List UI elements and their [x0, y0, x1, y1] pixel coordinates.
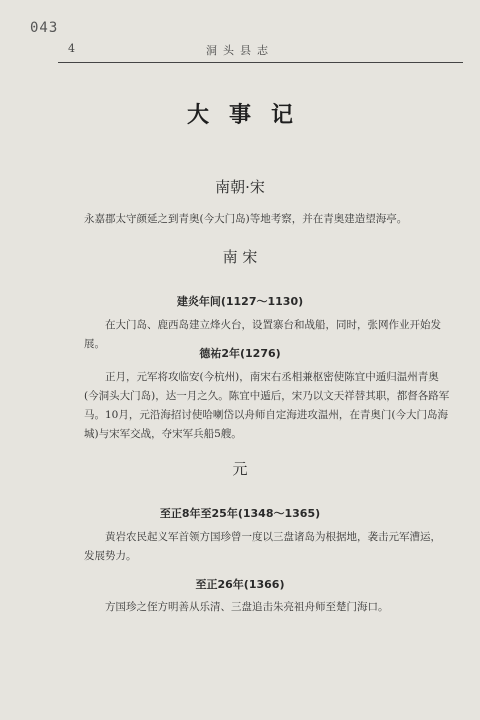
header-rule: [58, 62, 463, 63]
entry-paragraph: 方国珍之侄方明善从乐清、三盘追击朱亮祖舟师至楚门海口。: [105, 601, 389, 613]
handwritten-page-stamp: 043: [30, 20, 59, 36]
period-heading: 至正26年(1366): [195, 578, 285, 591]
entry-paragraph: 正月，元军将攻临安(今杭州)，南宋右丞相兼枢密使陈宜中遁归温州青奥(今洞头大门岛)，达一月之久。陈宜中遁后，宋乃以文天祥替其职，都督各路军马。: [84, 371, 450, 421]
entry-paragraph: 黄岩农民起义军首领方国珍曾一度以三盘诸岛为根据地，袭击元军漕运，发展势力。: [84, 531, 441, 562]
entry-paragraph: 10月，元沿海招讨使哈喇岱以舟师自定海进攻温州，在青奥门(今大门岛海城)与宋军交战，夺宋军兵船5艘。: [84, 409, 448, 440]
page-number: 4: [68, 42, 75, 55]
running-header-title: 洞头县志: [206, 44, 274, 57]
period-heading: 德祐2年(1276): [199, 347, 281, 360]
page-title: 大事记: [186, 102, 313, 128]
period-heading: 建炎年间(1127～1130): [176, 295, 304, 308]
section-paragraph: 永嘉郡太守颜延之到青奥(今大门岛)等地考察，并在青奥建造望海亭。: [84, 213, 408, 225]
period-heading: 至正8年至25年(1348～1365): [159, 507, 321, 520]
section-heading-southern-song: 南 宋: [222, 248, 258, 266]
section-heading-southern-dynasties-song: 南朝·宋: [215, 178, 265, 196]
entry-paragraph: 在大门岛、鹿西岛建立烽火台，设置寨台和战船，同时，张网作业开始发展。: [84, 319, 441, 350]
section-heading-yuan: 元: [232, 460, 248, 478]
